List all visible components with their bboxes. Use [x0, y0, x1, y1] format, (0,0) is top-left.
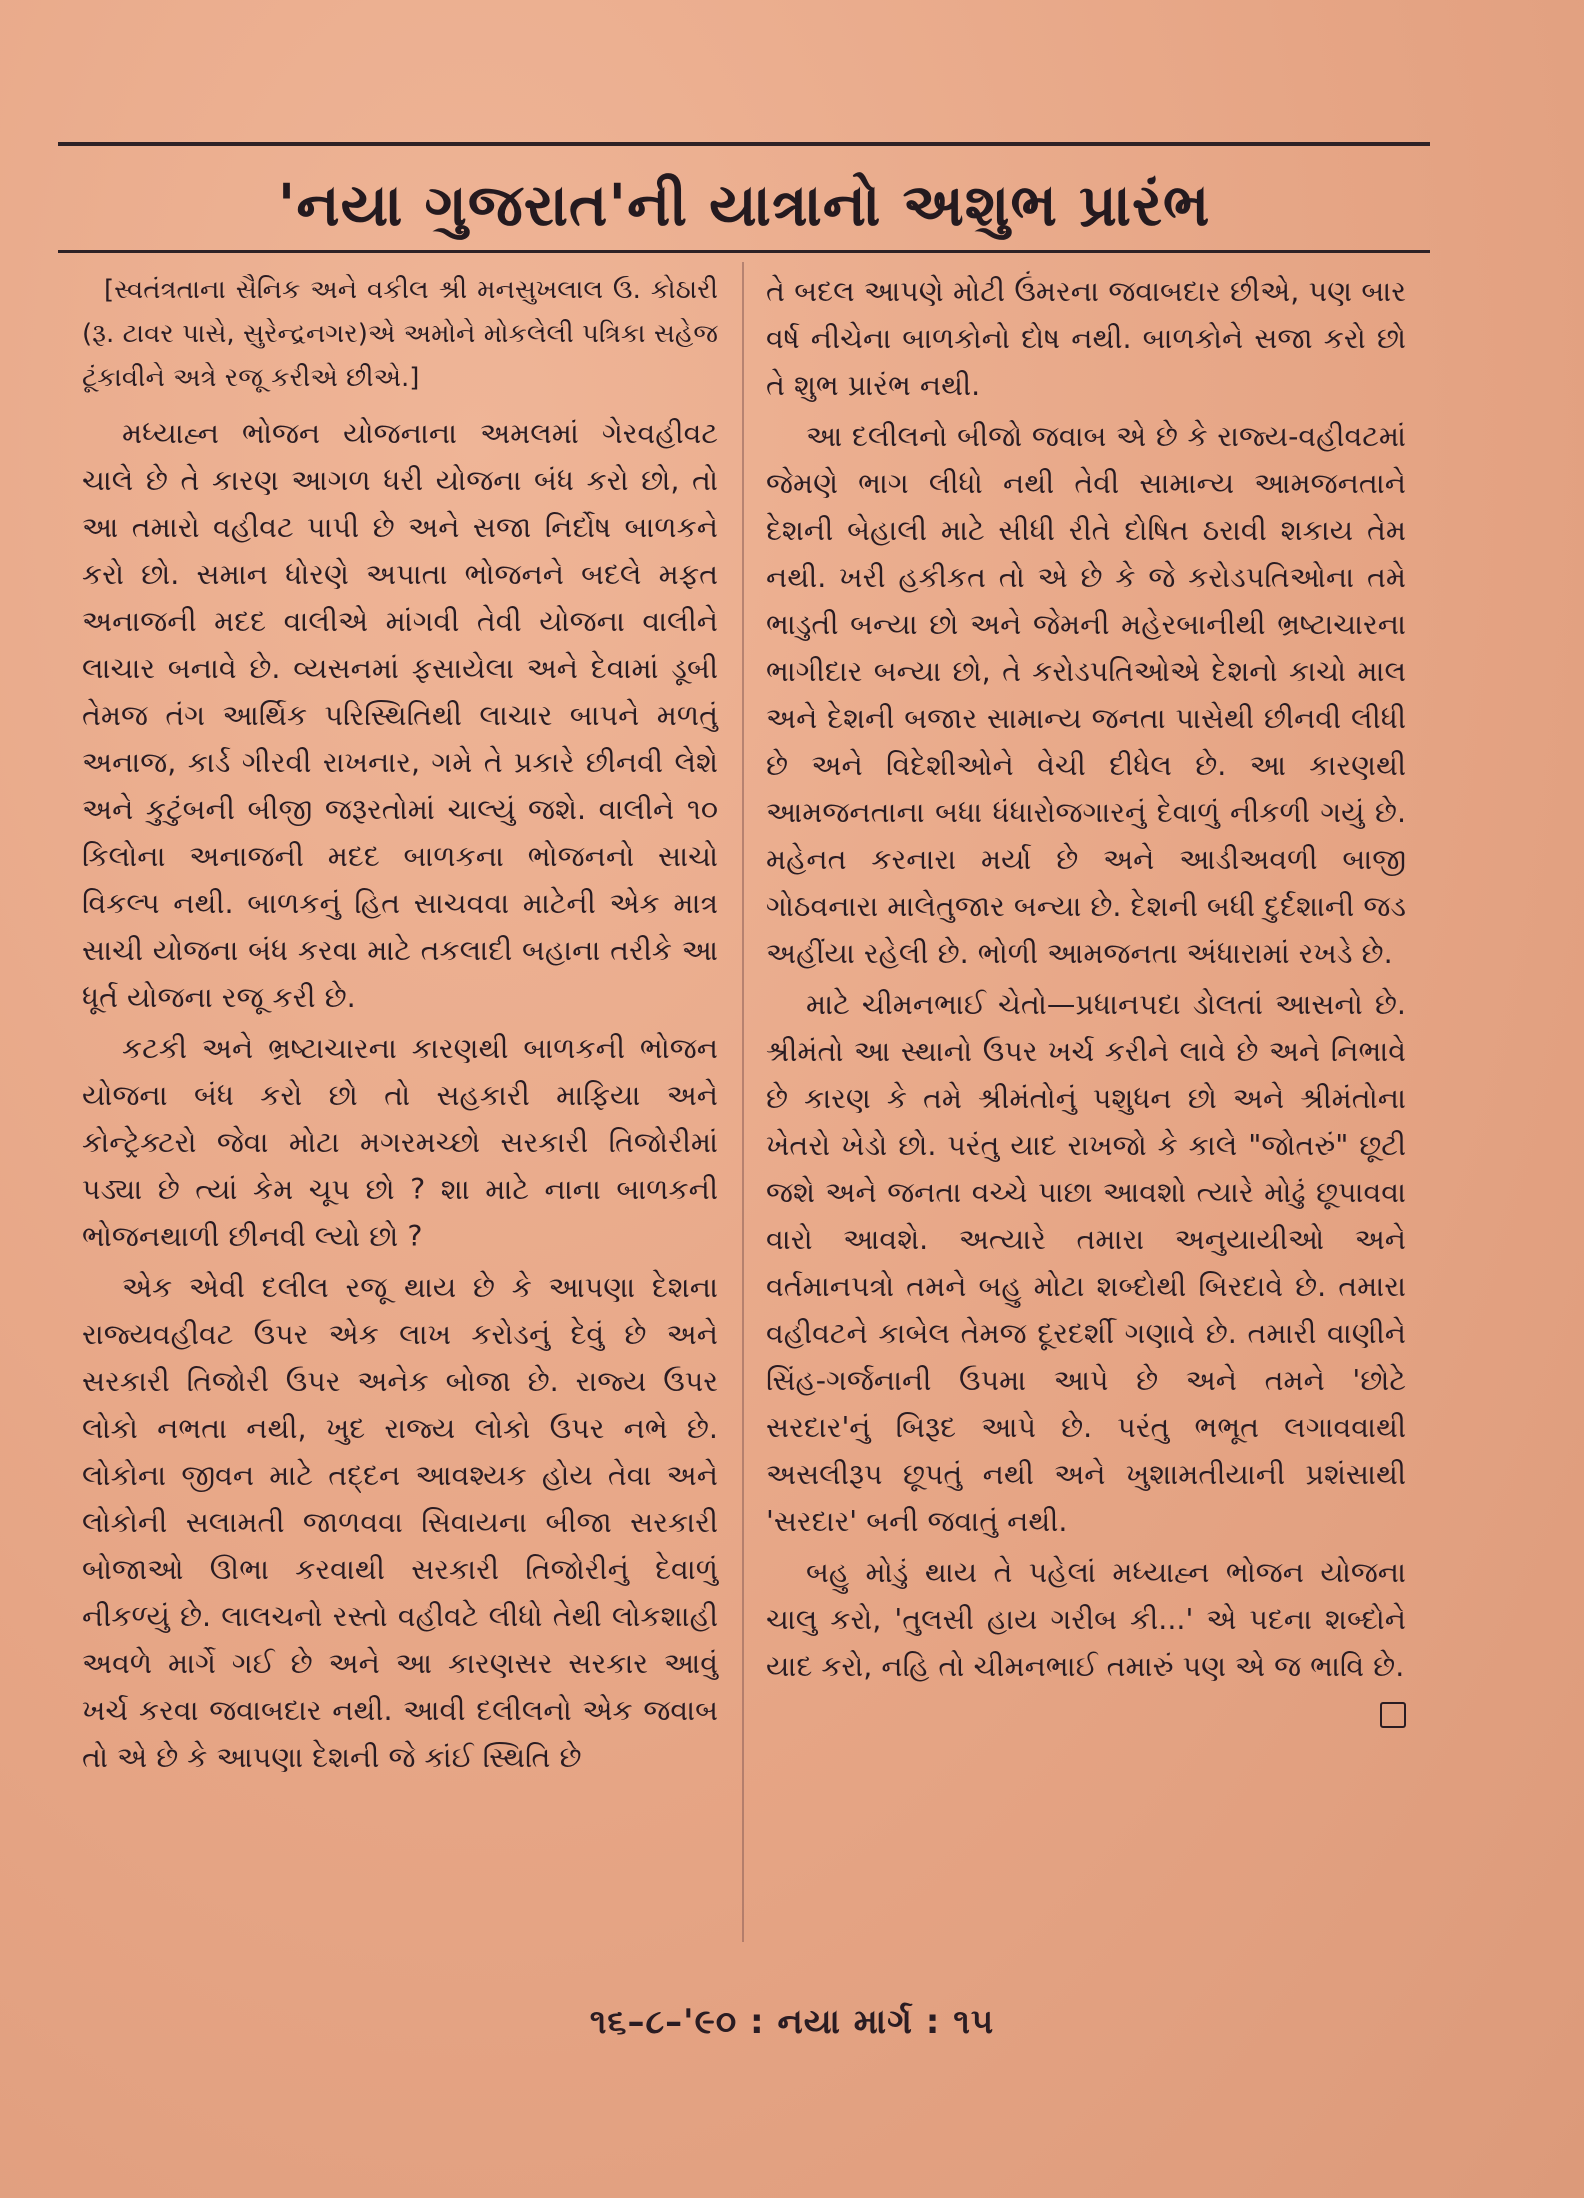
paragraph: તે બદલ આપણે મોટી ઉંમરના જવાબદાર છીએ, પણ બાર વર્ષ નીચેના બાળકોનો દોષ નથી. બાળકોને સજા કરો છો તે શુભ પ્રારંભ નથી.	[766, 275, 1406, 402]
page-footer: ૧૬–૮–'૯૦ : નયા માર્ગ : ૧૫	[589, 2002, 995, 2042]
end-mark-icon	[1380, 1702, 1406, 1728]
paragraph-text: બહુ મોડું થાય તે પહેલાં મધ્યાહ્ન ભોજન યોજના ચાલુ કરો, 'તુલસી હાય ગરીબ કી...' એ પદના શબ્દોને યાદ કરો, નહિ તો ચીમનભાઈ તમારું પણ એ જ ભાવિ છે.	[766, 1556, 1406, 1683]
paragraph: આ દલીલનો બીજો જવાબ એ છે કે રાજ્ય-વહીવટમાં જેમણે ભાગ લીધો નથી તેવી સામાન્ય આમજનતાને દેશની બેહાલી માટે સીધી રીતે દોષિત ઠરાવી શકાય તેમ નથી. ખરી હકીકત તો એ છે કે જે કરોડપતિઓના તમે ભાડુતી બન્યા છો અને જેમની મહેરબાનીથી ભ્રષ્ટાચારના ભાગીદાર બન્યા છો, તે કરોડપતિઓએ દેશનો કાચો માલ અને દેશની બજાર સામાન્ય જનતા પાસેથી છીનવી લીધી છે અને વિદેશીઓને વેચી દીધેલ છે. આ કારણથી આમજનતાના બધા ધંધારોજગારનું દેવાળું નીકળી ગયું છે. મહેનત કરનારા મર્યા છે અને આડીઅવળી બાજી ગોઠવનારા માલેતુજાર બન્યા છે. દેશની બધી દુર્દશાની જડ અહીંયા રહેલી છે. ભોળી આમજનતા અંધારામાં રખડે છે.	[766, 420, 1406, 970]
paragraph: મધ્યાહ્ન ભોજન યોજનાના અમલમાં ગેરવહીવટ ચાલે છે તે કારણ આગળ ધરી યોજના બંધ કરો છો, તો આ તમારો વહીવટ પાપી છે અને સજા નિર્દોષ બાળકને કરો છો. સમાન ધોરણે અપાતા ભોજનને બદલે મફત અનાજની મદદ વાલીએ માંગવી તેવી યોજના વાલીને લાચાર બનાવે છે. વ્યસનમાં ફસાયેલા અને દેવામાં ડૂબી તેમજ તંગ આર્થિક પરિસ્થિતિથી લાચાર બાપને મળતું અનાજ, કાર્ડ ગીરવી રાખનાર, ગમે તે પ્રકારે છીનવી લેશે અને કુટુંબની બીજી જરૂરતોમાં ચાલ્યું જશે. વાલીને ૧૦ કિલોના અનાજની મદદ બાળકના ભોજનનો સાચો વિકલ્પ નથી. બાળકનું હિત સાચવવા માટેની એક માત્ર સાચી યોજના બંધ કરવા માટે તકલાદી બહાના તરીકે આ ધૂર્ત યોજના રજૂ કરી છે.	[82, 417, 718, 1014]
article-title: 'નયા ગુજરાત'ની યાત્રાનો અશુભ પ્રારંભ	[277, 171, 1211, 239]
paragraph-final	[766, 1549, 1406, 1690]
paragraph: માટે ચીમનભાઈ ચેતો—પ્રધાનપદા ડોલતાં આસનો છે. શ્રીમંતો આ સ્થાનો ઉપર ખર્ચ કરીને લાવે છે અને નિભાવે છે કારણ કે તમે શ્રીમંતોનું પશુધન છો અને શ્રીમંતોના ખેતરો ખેડો છો. પરંતુ યાદ રાખજો કે કાલે "જોતરું" છૂટી જશે અને જનતા વચ્ચે પાછા આવશો ત્યારે મોઢું છૂપાવવા વારો આવશે. અત્યારે તમારા અનુયાયીઓ અને વર્તમાનપત્રો તમને બહુ મોટા શબ્દોથી બિરદાવે છે. તમારા વહીવટને કાબેલ તેમજ દૂરદર્શી ગણાવે છે. તમારી વાણીને સિંહ-ગર્જનાની ઉપમા આપે છે અને તમને 'છોટે સરદાર'નું બિરૂદ આપે છે. પરંતુ ભભૂત લગાવવાથી અસલીરૂપ છૂપતું નથી અને ખુશામતીયાની પ્રશંસાથી 'સરદાર' બની જવાતું નથી.	[766, 988, 1406, 1538]
paragraph: એક એવી દલીલ રજૂ થાય છે કે આપણા દેશના રાજ્યવહીવટ ઉપર એક લાખ કરોડનું દેવું છે અને સરકારી તિજોરી ઉપર અનેક બોજા છે. રાજ્ય ઉપર લોકો નભતા નથી, ખુદ રાજ્ય લોકો ઉપર નભે છે. લોકોના જીવન માટે તદ્દન આવશ્યક હોય તેવા અને લોકોની સલામતી જાળવવા સિવાયના બીજા સરકારી બોજાઓ ઊભા કરવાથી સરકારી તિજોરીનું દેવાળું નીકળ્યું છે. લાલચનો રસ્તો વહીવટે લીધો તેથી લોકશાહી અવળે માર્ગે ગઈ છે અને આ કારણસર સરકાર આવું ખર્ચ કરવા જવાબદાર નથી. આવી દલીલનો એક જવાબ તો એ છે કે આપણા દેશની જે કાંઈ સ્થિતિ છે	[82, 1271, 718, 1774]
paragraph: કટકી અને ભ્રષ્ટાચારના કારણથી બાળકની ભોજન યોજના બંધ કરો છો તો સહકારી માફિયા અને કોન્ટ્રેક્ટરો જેવા મોટા મગરમચ્છો સરકારી તિજોરીમાં પડ્યા છે ત્યાં કેમ ચૂપ છો ? શા માટે નાના બાળકની ભોજનથાળી છીનવી લ્યો છો ?	[82, 1032, 718, 1253]
title-rule	[58, 250, 1430, 253]
article-intro: [સ્વતંત્રતાના સૈનિક અને વકીલ શ્રી મનસુખલાલ ઉ. કોઠારી (રૂ. ટાવર પાસે, સુરેન્દ્રનગર)એ અમોને મોકલેલી પત્રિકા સહેજ ટૂંકાવીને અત્રે રજૂ કરીએ છીએ.]	[82, 275, 718, 393]
right-column	[766, 268, 1406, 1728]
left-column	[82, 268, 718, 1785]
column-divider	[742, 262, 744, 1942]
top-rule	[58, 142, 1430, 146]
